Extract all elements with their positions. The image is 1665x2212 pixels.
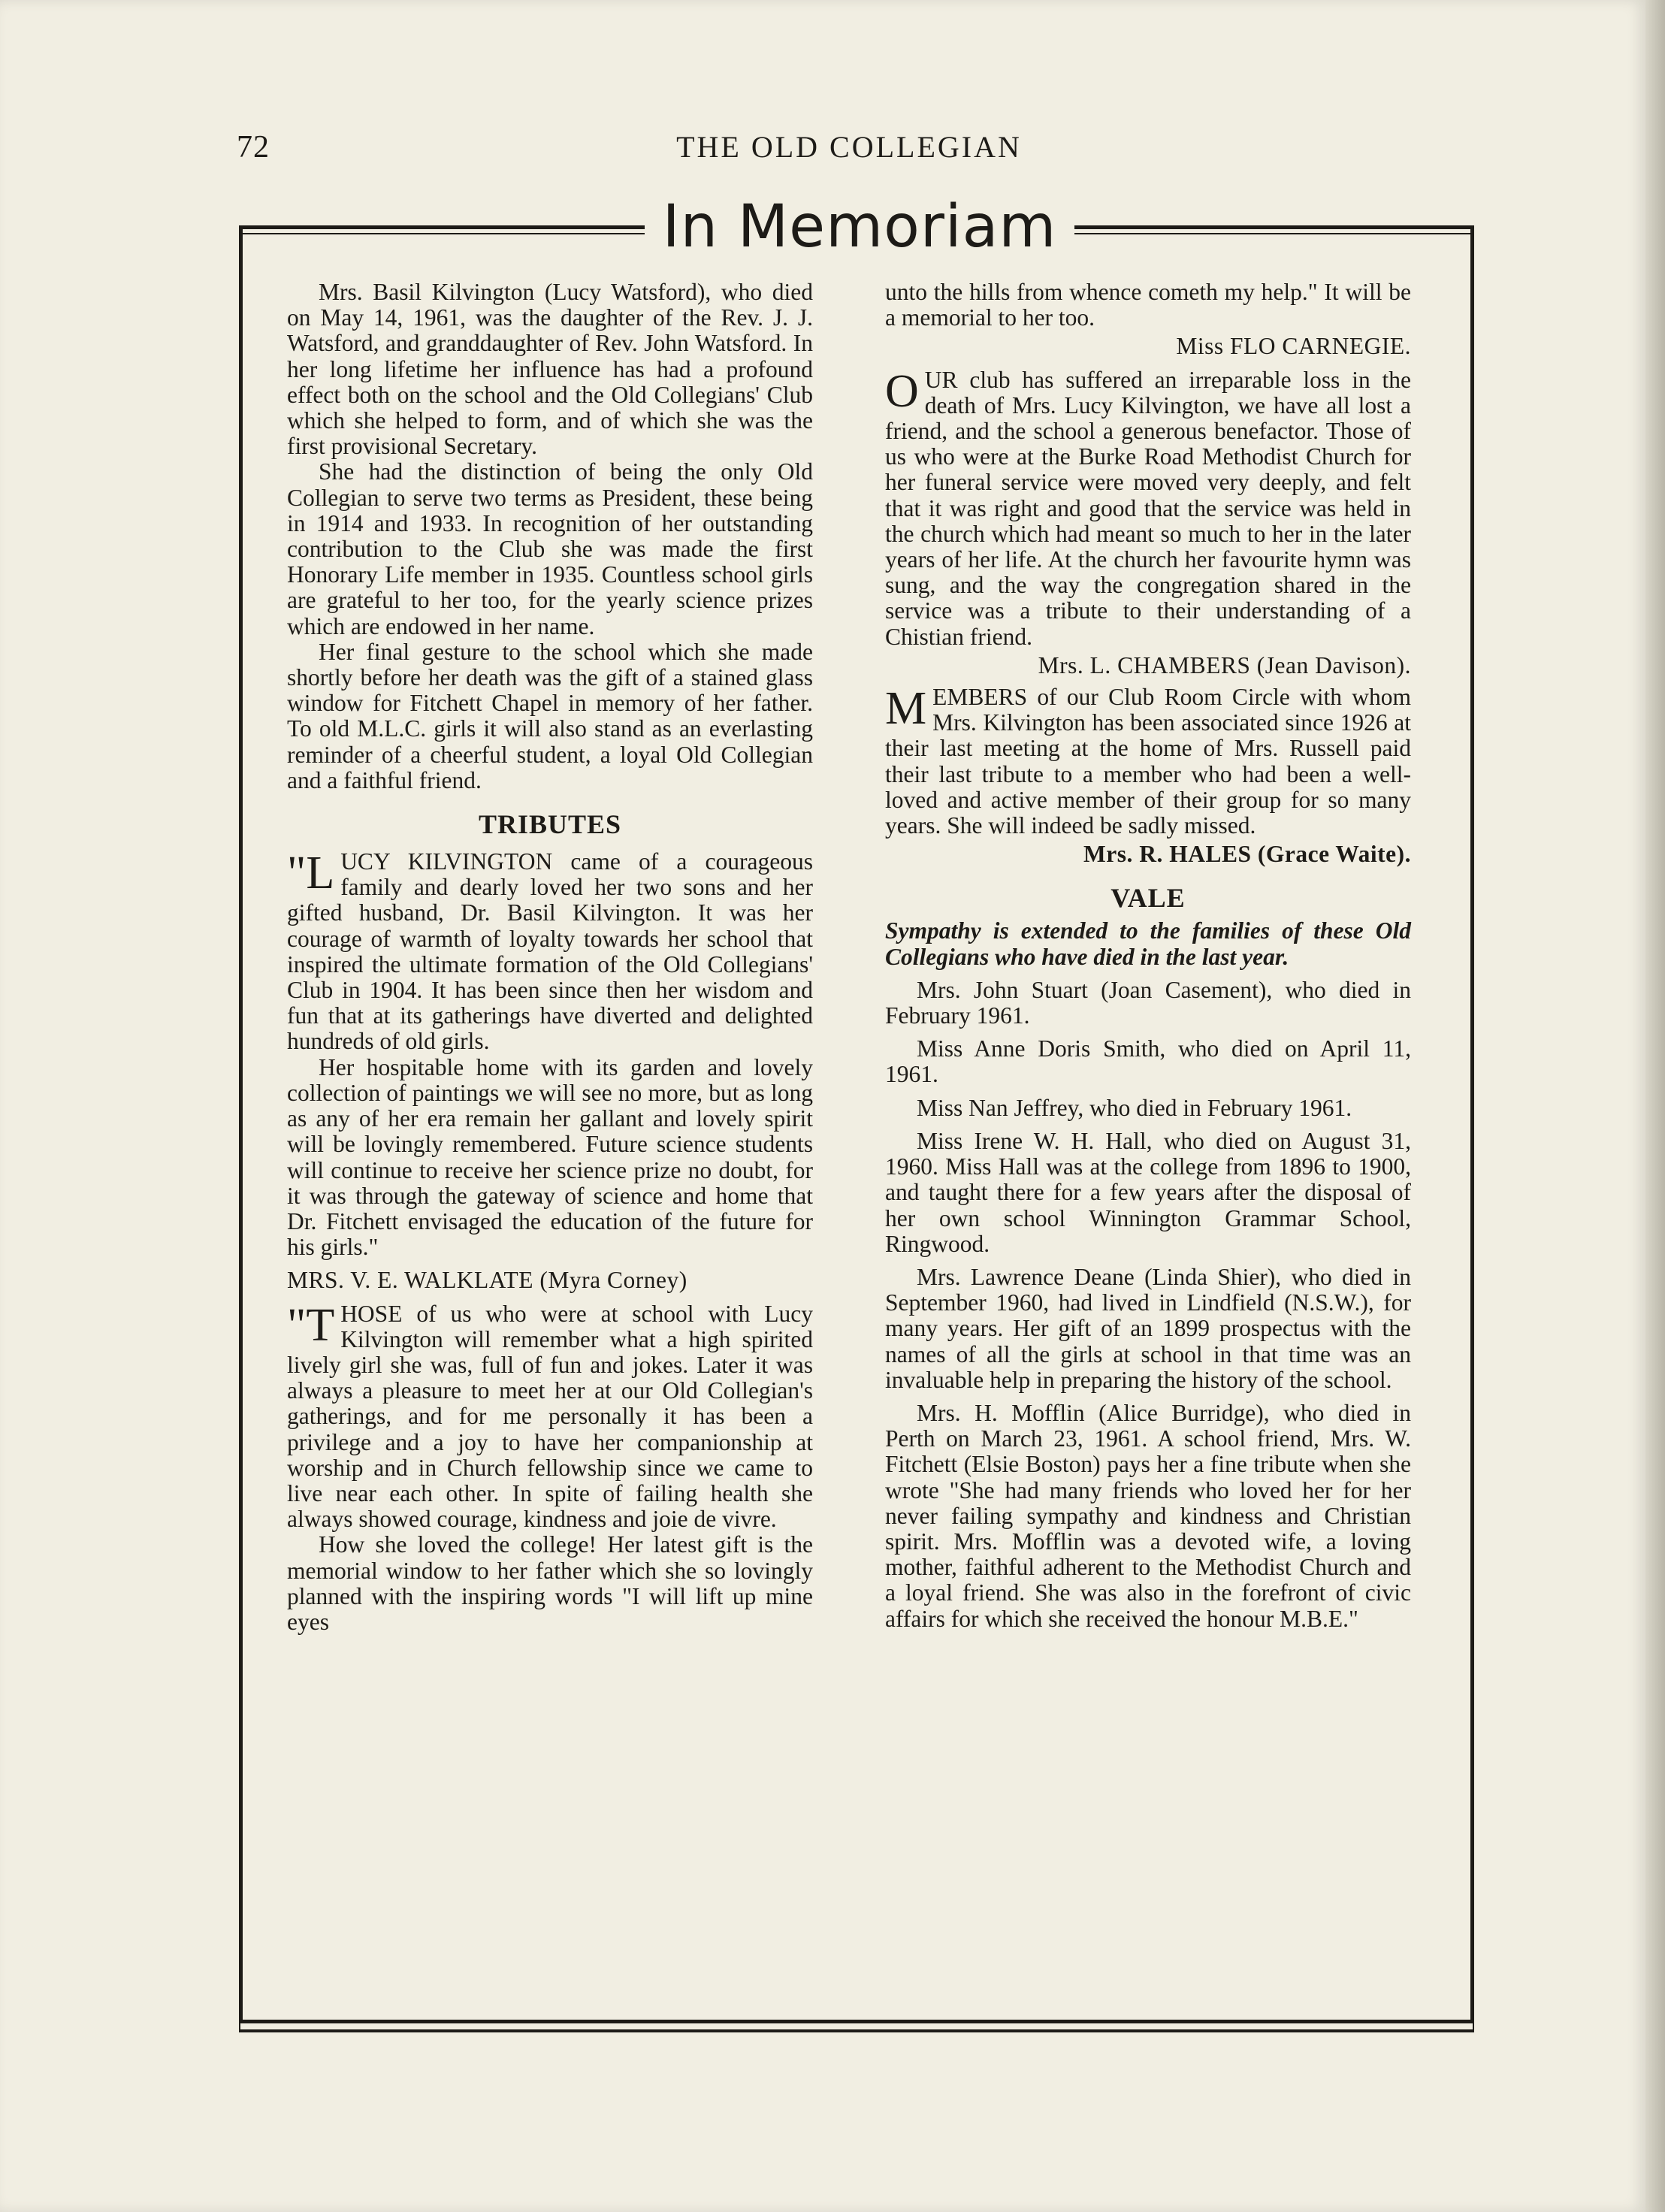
tribute-2-paragraph-1 bbox=[287, 1301, 813, 1533]
vale-entry-4: Miss Irene W. H. Hall, who died on August 31, 1960. Miss Hall was at the college from 1896 to 1900, and taught there for a few years after the disposal of her own school Winnington Grammar School, Ringwood. bbox=[885, 1127, 1411, 1257]
left-column bbox=[287, 280, 813, 1635]
tribute-3-text: UR club has suffered an irreparable loss in the death of Mrs. Lucy Kilvington, we have all lost a friend, and the school a generous benefactor. Those of us who were at the Burke Road Methodist Church for her funeral service were moved very deeply, and felt that it was right and good that the service was held in the church which had meant so much to her in the later years of her life. At the church her favourite hymn was sung, and the way the congregation shared in the service was a tribute to their understanding of a Chistian friend. bbox=[885, 366, 1411, 650]
tribute-1-capital: L bbox=[306, 848, 335, 899]
tributes-heading: TRIBUTES bbox=[478, 809, 622, 840]
tribute-1-open-quote: " bbox=[287, 848, 307, 899]
tribute-3-paragraph bbox=[885, 367, 1411, 650]
page-number: 72 bbox=[237, 130, 270, 165]
tribute-4-dropcap: M bbox=[885, 683, 927, 735]
frame-rule-left bbox=[239, 225, 645, 229]
right-column bbox=[885, 280, 1411, 1632]
tribute-2-continued: unto the hills from whence cometh my help." It will be a memorial to her too. bbox=[885, 279, 1411, 331]
tribute-1-signature: MRS. V. E. WALKLATE (Myra Corney) bbox=[287, 1267, 687, 1294]
vale-heading: VALE bbox=[1111, 883, 1186, 914]
vale-entry-5: Mrs. Lawrence Deane (Linda Shier), who died in September 1960, had lived in Lindfield (N.S.W.), for many years. Her gift of an 1899 prospectus with the names of all the girls at school in that time was an invaluable help in preparing the history of the school. bbox=[885, 1263, 1411, 1393]
frame-rule-right-thin bbox=[1074, 233, 1470, 234]
tribute-1-dropcap bbox=[287, 848, 335, 899]
vale-entry-6: Mrs. H. Mofflin (Alice Burridge), who died in Perth on March 23, 1961. A school friend, Mrs. W. Fitchett (Elsie Boston) pays her a fine tribute when she wrote "She had many friends who loved her for her never failing sympathy and kindness and Christian spirit. Mrs. Mofflin was a devoted wife, a loving mother, faithful adherent to the Methodist Church and a loyal friend. She was also in the forefront of civic affairs for which she received the honour M.B.E." bbox=[885, 1399, 1411, 1632]
tribute-2-paragraph-2: How she loved the college! Her latest gift is the memorial window to her father which she so lovingly planned with the inspiring words "I will lift up mine eyes bbox=[287, 1531, 813, 1635]
tribute-2-text: HOSE of us who were at school with Lucy Kilvington will remember what a high spirited lively girl she was, full of fun and jokes. Later it was always a pleasure to meet her at our Old Collegian's gatherings, and for me personally it has been a privilege and a joy to have her companionship at worship and in Church fellowship since we came to live near each other. In spite of failing health she always showed courage, kindness and joie de vivre. bbox=[287, 1300, 813, 1533]
vale-entry-3: Miss Nan Jeffrey, who died in February 1961. bbox=[917, 1094, 1352, 1121]
vale-intro: Sympathy is extended to the families of these Old Collegians who have died in the last year. bbox=[885, 917, 1411, 970]
frame-rule-right bbox=[1074, 225, 1470, 229]
tribute-1-text: UCY KILVINGTON came of a courageous family and dearly loved her two sons and her gifted husband, Dr. Basil Kilvington. It was her courage of warmth of loyalty towards her school that inspired the ultimate formation of the Old Collegians' Club in 1904. It has been since then her wisdom and fun that at its gatherings have diverted and delighted hundreds of old girls. bbox=[287, 848, 813, 1055]
tribute-1-paragraph-2: Her hospitable home with its garden and lovely collection of paintings we will see no more, but as long as any of her era remain her gallant and lovely spirit will be lovingly remembered. Future science students will continue to receive her science prize no doubt, for it was through the gateway of science and home that Dr. Fitchett envisaged the education of the future for his girls." bbox=[287, 1053, 813, 1261]
frame-rule-left-thin bbox=[239, 233, 645, 234]
vale-entry-1: Mrs. John Stuart (Joan Casement), who died in February 1961. bbox=[885, 976, 1411, 1029]
tribute-3-dropcap: O bbox=[885, 365, 919, 417]
tribute-2-dropcap bbox=[287, 1299, 335, 1351]
section-title: In Memoriam bbox=[662, 193, 1057, 261]
tribute-2-open-quote: " bbox=[287, 1299, 307, 1351]
page-edge bbox=[1645, 0, 1665, 2212]
obituary-paragraph-1: Mrs. Basil Kilvington (Lucy Watsford), who died on May 14, 1961, was the daughter of the Rev. J. J. Watsford, and granddaughter of Rev. John Watsford. In her long lifetime her influence has had a profound effect both on the school and the Old Collegians' Club which she helped to form, and of which she was the first provisional Secretary. bbox=[287, 279, 813, 460]
running-head bbox=[225, 129, 1473, 174]
tribute-4-signature: Mrs. R. HALES (Grace Waite). bbox=[1083, 841, 1411, 868]
tribute-4-text: EMBERS of our Club Room Circle with whom Mrs. Kilvington has been associated since 1926 at their last meeting at the home of Mrs. Russell paid their last tribute to a member who had been a well-loved and active member of their group for so many years. She will indeed be sadly missed. bbox=[885, 684, 1411, 839]
tribute-3-signature: Mrs. L. CHAMBERS (Jean Davison). bbox=[1038, 651, 1411, 678]
tribute-1-paragraph-1 bbox=[287, 849, 813, 1055]
vale-entry-2: Miss Anne Doris Smith, who died on April 11, 1961. bbox=[885, 1035, 1411, 1088]
tribute-4-paragraph bbox=[885, 684, 1411, 839]
tribute-2-signature: Miss FLO CARNEGIE. bbox=[1176, 333, 1411, 360]
obituary-paragraph-3: Her final gesture to the school which she made shortly before her death was the gift of a stained glass window for Fitchett Chapel in memory of her father. To old M.L.C. girls it will also stand as an everlasting reminder of a cheerful student, a loyal Old Collegian and a faithful friend. bbox=[287, 638, 813, 793]
journal-title: THE OLD COLLEGIAN bbox=[676, 130, 1022, 164]
obituary-paragraph-2: She had the distinction of being the only Old Collegian to serve two terms as President, these being in 1914 and 1933. In recognition of her outstanding contribution to the Club she was made the first Honorary Life member in 1935. Countless school girls are grateful to her too, for the yearly science prizes which are endowed in her name. bbox=[287, 458, 813, 639]
tribute-2-capital: T bbox=[306, 1299, 335, 1351]
